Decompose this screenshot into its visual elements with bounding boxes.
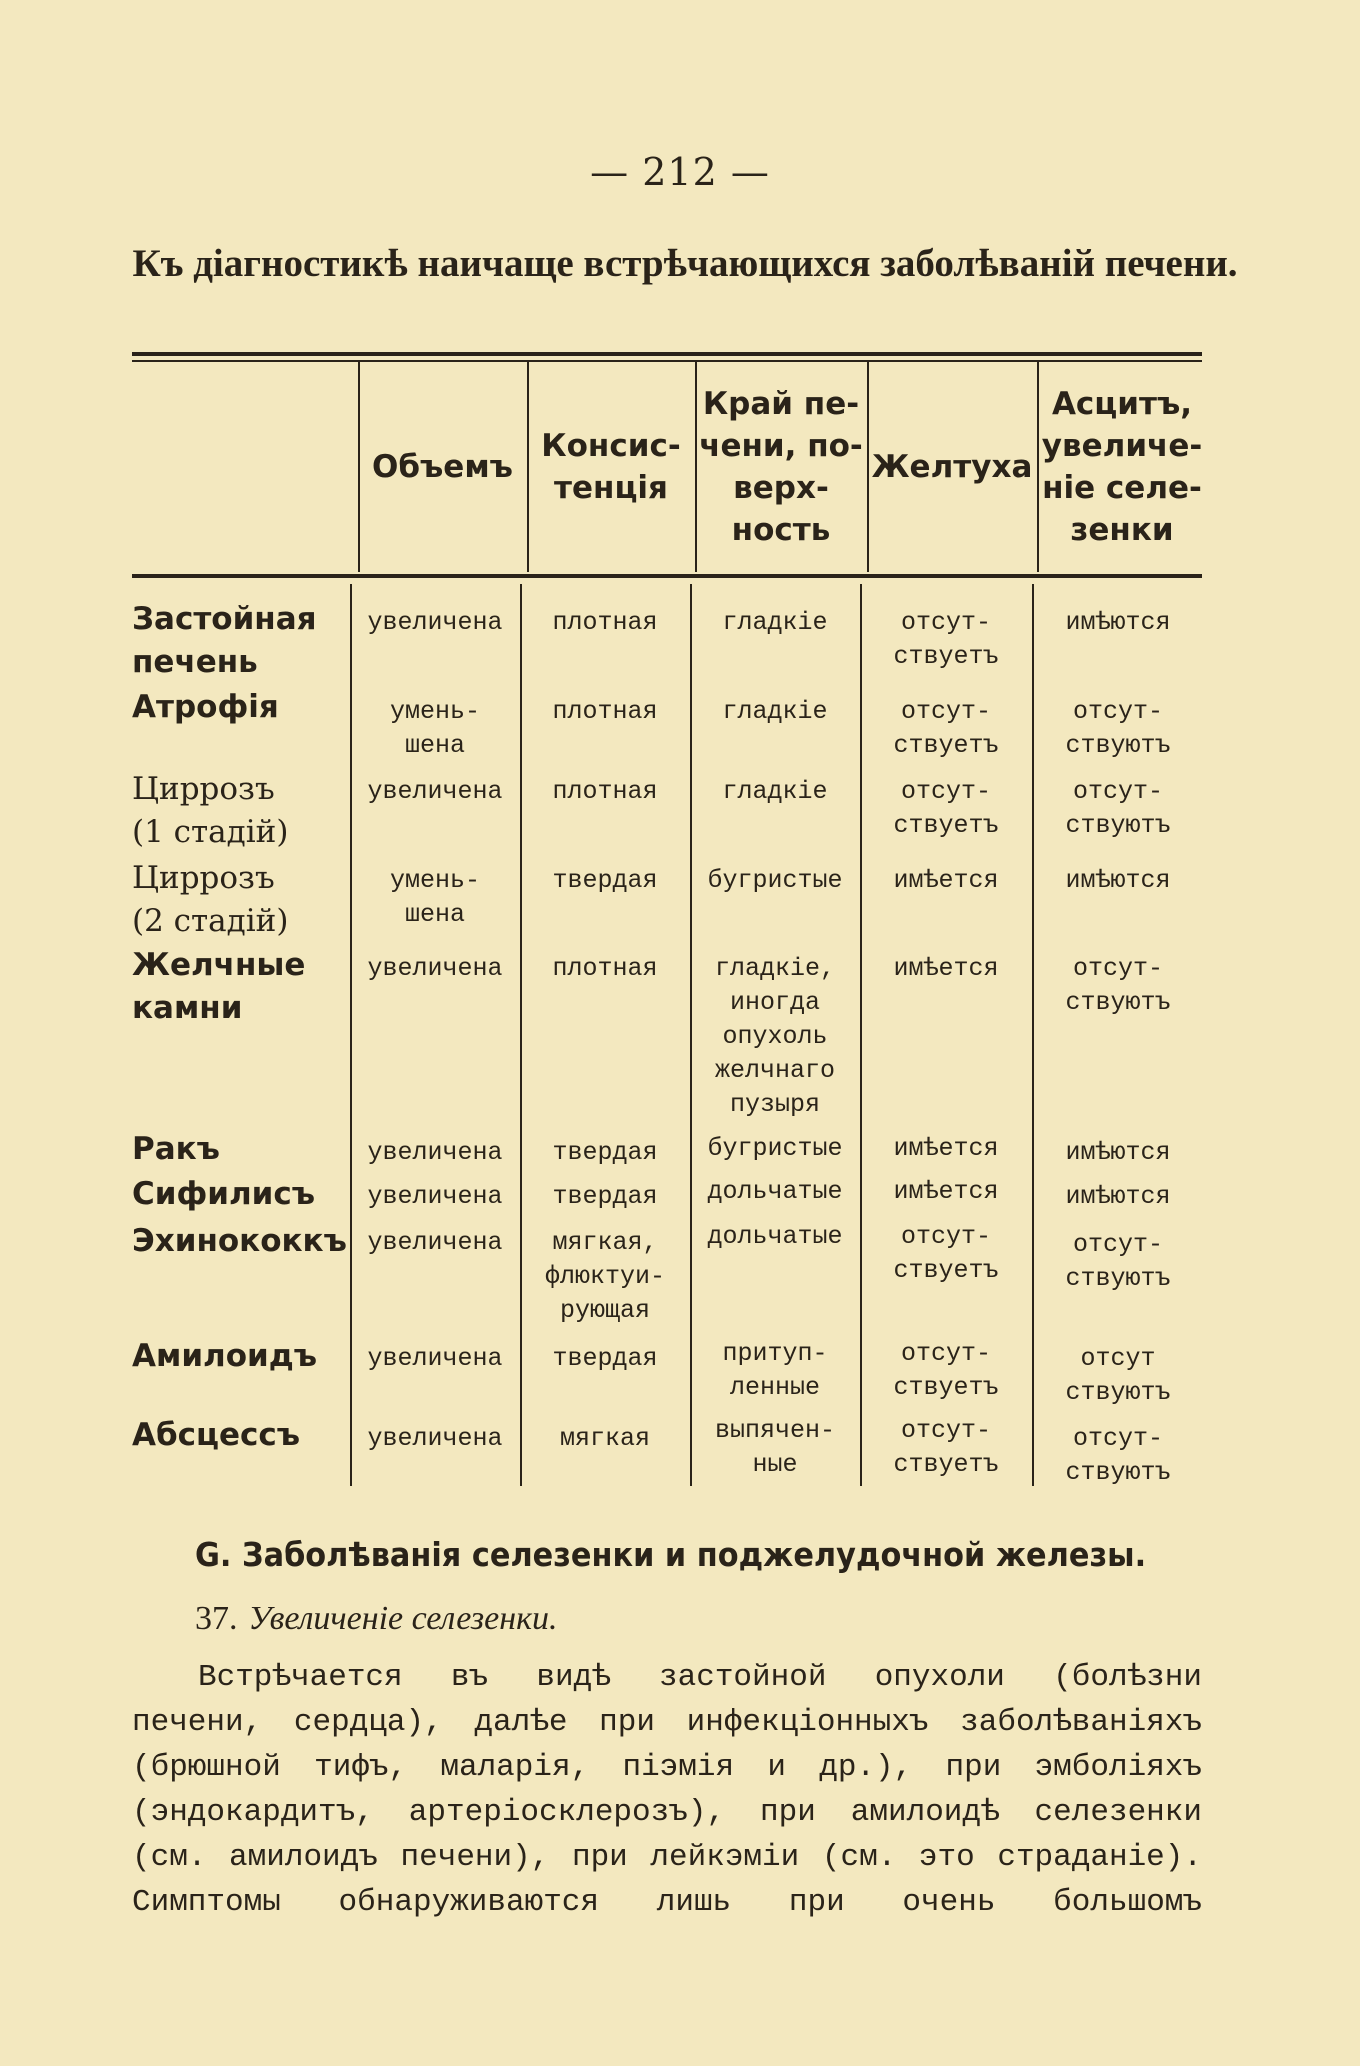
- row-name: Эхинококкъ: [132, 1223, 347, 1259]
- cell-consistency: плотная: [552, 777, 658, 806]
- page-number: — 212 —: [590, 150, 770, 194]
- cell-ascites: отсут- ствуютъ: [1065, 954, 1171, 1017]
- row-name: Сифилисъ: [132, 1176, 316, 1212]
- table-title: Къ діагностикѣ наичаще встрѣчающихся заболѣваній печени.: [132, 242, 1238, 285]
- row-name: Атрофія: [132, 689, 279, 725]
- cell-liver-edge: бугристые: [707, 1134, 843, 1163]
- cell-ascites: отсут- ствуютъ: [1065, 1424, 1171, 1487]
- cell-ascites: имѣются: [1065, 608, 1171, 637]
- cell-volume: увеличена: [367, 954, 503, 983]
- row-name: Застойная печень: [132, 601, 317, 680]
- cell-volume: увеличена: [367, 1138, 503, 1167]
- cell-consistency: плотная: [552, 697, 658, 726]
- column-header-ascites: Асцитъ, увеличе- ніе селе- зенки: [1041, 386, 1203, 548]
- cell-ascites: отсут- ствуютъ: [1065, 1230, 1171, 1293]
- cell-consistency: плотная: [552, 608, 658, 637]
- cell-liver-edge: гладкіе: [722, 777, 828, 806]
- cell-ascites: имѣются: [1065, 1138, 1171, 1167]
- cell-jaundice: отсут- ствуетъ: [893, 697, 999, 760]
- paragraph-line: (эндокардитъ, артеріосклерозъ), при амилоидѣ селезенки: [132, 1795, 1202, 1830]
- cell-ascites: отсут- ствуютъ: [1065, 777, 1171, 840]
- row-name: Ракъ: [132, 1131, 220, 1167]
- cell-volume: увеличена: [367, 1228, 503, 1257]
- row-name: Циррозъ (1 стадій): [132, 771, 289, 850]
- column-header-volume: Объемъ: [372, 449, 513, 485]
- cell-volume: увеличена: [367, 1424, 503, 1453]
- cell-ascites: отсут ствуютъ: [1065, 1344, 1171, 1407]
- cell-consistency: твердая: [552, 1344, 658, 1373]
- cell-volume: умень- шена: [389, 866, 480, 929]
- cell-jaundice: отсут- ствуетъ: [893, 777, 999, 840]
- cell-consistency: твердая: [552, 1138, 658, 1167]
- cell-jaundice: отсут- ствуетъ: [893, 1222, 999, 1285]
- paragraph-line: (брюшной тифъ, маларія, піэмія и др.), при эмболіяхъ: [132, 1750, 1202, 1785]
- paragraph-line: (см. амилоидъ печени), при лейкэміи (см. это страданіе).: [132, 1840, 1202, 1875]
- row-name: Желчные камни: [132, 947, 306, 1026]
- cell-volume: увеличена: [367, 608, 503, 637]
- cell-jaundice: отсут- ствуетъ: [893, 1416, 999, 1479]
- cell-consistency: твердая: [552, 1182, 658, 1211]
- cell-liver-edge: дольчатые: [707, 1177, 843, 1206]
- cell-volume: увеличена: [367, 1182, 503, 1211]
- subsection-heading: [195, 1598, 557, 1638]
- cell-ascites: имѣются: [1065, 866, 1171, 895]
- column-header-consistency: Консис- тенція: [541, 428, 681, 506]
- row-name: Циррозъ (2 стадій): [132, 860, 289, 939]
- table-top-rule: [132, 352, 1202, 356]
- cell-liver-edge: гладкіе: [722, 697, 828, 726]
- cell-liver-edge: бугристые: [707, 866, 843, 895]
- row-name: Абсцессъ: [132, 1417, 301, 1453]
- row-name: Амилоидъ: [132, 1338, 318, 1374]
- cell-volume: умень- шена: [389, 697, 480, 760]
- cell-liver-edge: выпячен- ные: [714, 1416, 836, 1479]
- subsection-title: Увеличеніе селезенки.: [248, 1600, 558, 1637]
- paragraph-line: печени, сердца), далѣе при инфекціонныхъ заболѣваніяхъ: [132, 1705, 1202, 1740]
- subsection-number: 37.: [195, 1600, 238, 1637]
- cell-liver-edge: притуп- ленные: [722, 1339, 828, 1402]
- paragraph-line: Встрѣчается въ видѣ застойной опухоли (болѣзни: [198, 1660, 1202, 1695]
- cell-jaundice: имѣется: [893, 1177, 999, 1206]
- cell-liver-edge: гладкіе: [722, 608, 828, 637]
- cell-jaundice: имѣется: [893, 1134, 999, 1163]
- cell-volume: увеличена: [367, 777, 503, 806]
- cell-jaundice: имѣется: [893, 866, 999, 895]
- cell-ascites: имѣются: [1065, 1182, 1171, 1211]
- cell-consistency: твердая: [552, 866, 658, 895]
- cell-ascites: отсут- ствуютъ: [1065, 697, 1171, 760]
- cell-consistency: мягкая: [559, 1424, 650, 1453]
- cell-volume: увеличена: [367, 1344, 503, 1373]
- cell-liver-edge: гладкіе, иногда опухоль желчнаго пузыря: [714, 954, 836, 1119]
- cell-liver-edge: дольчатые: [707, 1222, 843, 1251]
- header-bottom-rule: [132, 574, 1202, 578]
- column-header-liver-edge: Край пе- чени, по- верх- ность: [699, 386, 863, 548]
- cell-consistency: мягкая, флюктуи- рующая: [544, 1228, 666, 1325]
- section-heading: G. Заболѣванія селезенки и поджелудочной железы.: [195, 1535, 1147, 1574]
- column-header-jaundice: Желтуха: [871, 449, 1033, 485]
- cell-consistency: плотная: [552, 954, 658, 983]
- cell-jaundice: имѣется: [893, 954, 999, 983]
- cell-jaundice: отсут- ствуетъ: [893, 608, 999, 671]
- paragraph-line: Симптомы обнаруживаются лишь при очень большомъ: [132, 1885, 1202, 1920]
- cell-jaundice: отсут- ствуетъ: [893, 1339, 999, 1402]
- body-paragraph: [132, 1655, 1202, 1925]
